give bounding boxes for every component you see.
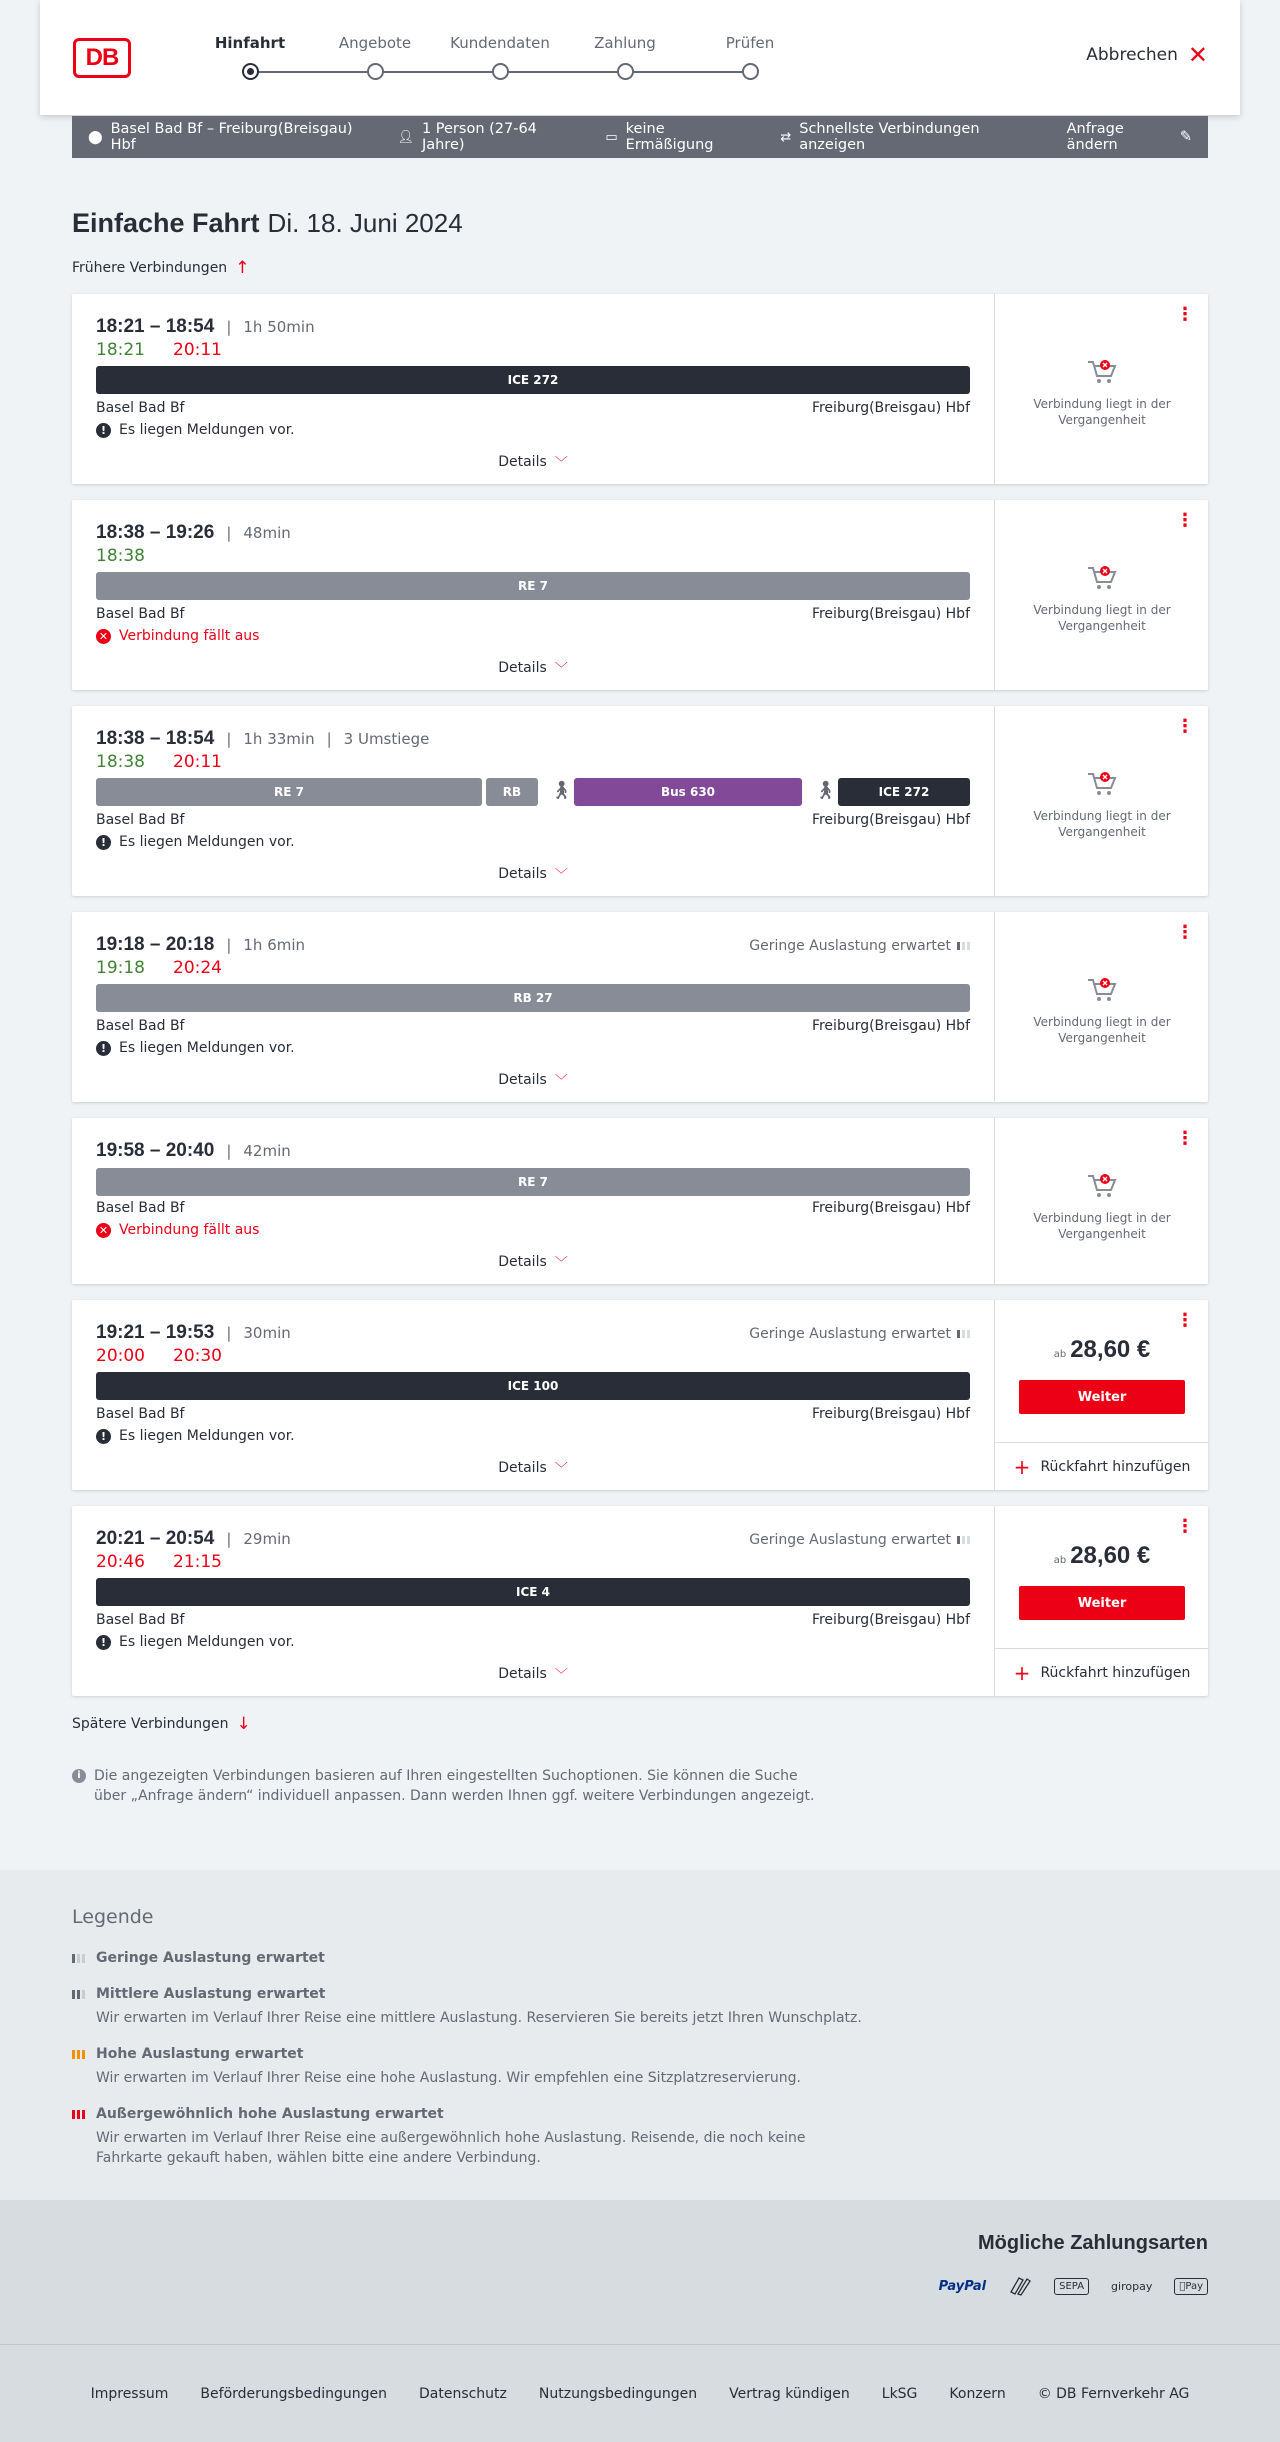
cart-unavailable-icon (1085, 768, 1119, 798)
connection-details (72, 706, 994, 896)
connection-card (72, 294, 1208, 484)
stations (96, 1200, 970, 1216)
connection-time: 19:18 – 20:18 (96, 934, 215, 955)
stations (96, 400, 970, 416)
realtime-arrival: 20:11 (173, 340, 222, 360)
top-navigation (40, 0, 1240, 115)
query-route-text: Basel Bad Bf – Freiburg(Breisgau) Hbf (110, 121, 353, 153)
continue-button[interactable]: Weiter (1019, 1586, 1185, 1620)
step-dot (617, 63, 634, 80)
edit-query-button[interactable] (1067, 121, 1192, 153)
connection-card (72, 500, 1208, 690)
train-bar (96, 572, 970, 600)
offer-panel (994, 1300, 1208, 1490)
more-options-icon[interactable]: ⋮ (1176, 510, 1194, 531)
realtime-times (96, 1552, 222, 1572)
bus-segment: Bus 630 (574, 778, 802, 806)
query-option (780, 121, 1034, 153)
step-zahlung (575, 34, 675, 80)
train-segment: RE 7 (96, 1168, 970, 1196)
details-label: Details (498, 865, 547, 882)
exclamation-icon: ! (96, 1429, 111, 1444)
train-segment: ICE 4 (96, 1578, 970, 1606)
stations (96, 1612, 970, 1628)
cancellation-notice (96, 1222, 259, 1238)
step-kundendaten (450, 34, 550, 80)
chevron-down-icon: ﹀ (554, 456, 568, 471)
details-label: Details (498, 1253, 547, 1270)
occupancy-indicator (749, 1326, 970, 1342)
connection-time: 19:58 – 20:40 (96, 1140, 215, 1161)
connection-times (96, 1528, 291, 1550)
add-return-trip-label: Rückfahrt hinzufügen (1040, 1458, 1191, 1475)
past-connection-notice (995, 562, 1209, 634)
close-icon: ✕ (1187, 41, 1208, 69)
connection-time: 18:38 – 18:54 (96, 728, 215, 749)
connection-details (72, 1118, 994, 1284)
add-return-trip-button[interactable] (995, 1648, 1209, 1696)
query-persons-text: 1 Person (27-64 Jahre) (421, 121, 537, 153)
occupancy-exceptional-icon (72, 2110, 88, 2119)
step-dot (742, 63, 759, 80)
chevron-down-icon: ﹀ (554, 1668, 568, 1683)
from-station: Basel Bad Bf (96, 1406, 185, 1422)
details-toggle[interactable] (72, 1070, 994, 1089)
sepa-icon: SEPA (1054, 2278, 1089, 2295)
to-station: Freiburg(Breisgau) Hbf (811, 1018, 970, 1034)
realtime-times (96, 1346, 222, 1366)
separator: | (226, 524, 232, 542)
step-label: Hinfahrt (214, 34, 286, 52)
past-connection-notice (995, 1170, 1209, 1242)
details-toggle[interactable] (72, 864, 994, 883)
occupancy-indicator (749, 1532, 970, 1548)
connection-card (72, 1506, 1208, 1696)
price-value: 28,60 € (1070, 1336, 1151, 1363)
legend-item (72, 2046, 872, 2088)
realtime-departure: 20:00 (96, 1346, 145, 1366)
step-dot (492, 63, 509, 80)
price-prefix: ab (1053, 1349, 1067, 1360)
legend-item-title: Hohe Auslastung erwartet (96, 2046, 304, 2062)
details-label: Details (498, 1665, 547, 1682)
cancellation-text: Verbindung fällt aus (119, 628, 260, 644)
past-connection-text: Verbindung liegt in der Vergangenheit (1033, 397, 1171, 427)
train-bar (96, 778, 970, 806)
query-discount (605, 121, 748, 153)
chevron-down-icon: ﹀ (554, 868, 568, 883)
exclamation-icon: ! (96, 1041, 111, 1056)
connection-details (72, 912, 994, 1102)
cancel-icon: ✕ (96, 629, 111, 644)
more-options-icon[interactable]: ⋮ (1176, 922, 1194, 943)
cancel-icon: ✕ (96, 1223, 111, 1238)
payment-methods-title: Mögliche Zahlungsarten (977, 2232, 1208, 2254)
train-segment: ICE 272 (838, 778, 970, 806)
chevron-down-icon: ﹀ (554, 1462, 568, 1477)
footer-link-vertrag-kuendigen[interactable]: Vertrag kündigen (729, 2385, 850, 2402)
chevron-down-icon: ﹀ (554, 1256, 568, 1271)
message-text: Es liegen Meldungen vor. (119, 1040, 295, 1056)
message-text: Es liegen Meldungen vor. (119, 1634, 295, 1650)
realtime-departure: 20:46 (96, 1552, 145, 1572)
to-station: Freiburg(Breisgau) Hbf (811, 1200, 970, 1216)
realtime-departure: 18:38 (96, 546, 145, 566)
step-label: Kundendaten (450, 34, 550, 52)
step-label: Prüfen (725, 34, 775, 52)
connection-duration: 1h 33min (243, 730, 315, 748)
connection-times (96, 1322, 291, 1344)
stations (96, 812, 970, 828)
legend-item-title: Außergewöhnlich hohe Auslastung erwartet (96, 2106, 444, 2122)
connection-times (96, 934, 305, 956)
details-toggle[interactable] (72, 1458, 994, 1477)
occupancy-low-icon (957, 1330, 970, 1338)
step-label: Zahlung (594, 34, 656, 52)
from-station: Basel Bad Bf (96, 1612, 185, 1628)
exclamation-icon: ! (96, 835, 111, 850)
more-options-icon[interactable]: ⋮ (1176, 304, 1194, 325)
price (995, 1542, 1209, 1570)
footer (0, 2344, 1280, 2442)
paypal-icon: PayPal (938, 2279, 987, 2294)
connection-time: 18:38 – 19:26 (96, 522, 215, 543)
walking-icon: 🚶︎ (814, 780, 837, 801)
step-hinfahrt[interactable] (200, 34, 300, 80)
later-connections-link[interactable] (72, 1714, 251, 1734)
occupancy-indicator (749, 938, 970, 954)
card-icon: ▭ (605, 129, 618, 145)
details-label: Details (498, 1459, 547, 1476)
separator: | (226, 730, 232, 748)
train-segment: RB 27 (96, 984, 970, 1012)
swap-arrows-icon: ⇄ (780, 129, 792, 145)
db-logo[interactable]: DB (73, 38, 131, 78)
connection-time: 18:21 – 18:54 (96, 316, 215, 337)
later-connections-label: Spätere Verbindungen (72, 1716, 229, 1732)
legend-item-title: Mittlere Auslastung erwartet (96, 1986, 326, 2002)
connection-time: 20:21 – 20:54 (96, 1528, 215, 1549)
query-discount-text: keine Ermäßigung (625, 121, 714, 153)
connection-times (96, 316, 315, 338)
train-bar (96, 1578, 970, 1606)
continue-button[interactable]: Weiter (1019, 1380, 1185, 1414)
connection-times (96, 522, 291, 544)
connection-times (96, 1140, 291, 1162)
footer-link-datenschutz[interactable]: Datenschutz (418, 2385, 507, 2402)
query-option-text: Schnellste Verbindungen anzeigen (799, 121, 980, 153)
to-station: Freiburg(Breisgau) Hbf (811, 400, 970, 416)
message-text: Es liegen Meldungen vor. (119, 1428, 295, 1444)
occupancy-text: Geringe Auslastung erwartet (749, 938, 951, 954)
separator: | (226, 936, 232, 954)
offer-panel (994, 500, 1208, 690)
chevron-down-icon: ﹀ (554, 1074, 568, 1089)
offer-panel (994, 1118, 1208, 1284)
offer-panel (994, 912, 1208, 1102)
connection-details (72, 500, 994, 690)
giropay-icon: giropay (1111, 2280, 1153, 2293)
details-toggle[interactable] (72, 1664, 994, 1683)
price-value: 28,60 € (1070, 1542, 1151, 1569)
to-station: Freiburg(Breisgau) Hbf (811, 606, 970, 622)
earlier-connections-label: Frühere Verbindungen (72, 260, 228, 276)
legend-title: Legende (72, 1906, 154, 1928)
to-station: Freiburg(Breisgau) Hbf (811, 1406, 970, 1422)
page-title-trip-type: Einfache Fahrt (72, 208, 260, 238)
past-connection-text: Verbindung liegt in der Vergangenheit (1033, 603, 1171, 633)
offer-panel (994, 1506, 1208, 1696)
price (995, 1336, 1209, 1364)
connection-card (72, 1300, 1208, 1490)
realtime-times (96, 752, 222, 772)
legend-item-description: Wir erwarten im Verlauf Ihrer Reise eine außergewöhnlich hohe Auslastung. Reisende, die noch keine Fahrkarte gekauft haben, wählen bitte eine andere Verbindung. (96, 2130, 806, 2166)
message-notice (96, 834, 295, 850)
realtime-arrival: 21:15 (173, 1552, 222, 1572)
abort-label: Abbrechen (1086, 45, 1178, 65)
connection-duration: 1h 50min (243, 318, 315, 336)
progress-steps (210, 34, 775, 84)
legend-item (72, 1950, 872, 1966)
realtime-times (96, 340, 222, 360)
connection-card (72, 1118, 1208, 1284)
past-connection-notice (995, 356, 1209, 428)
legend-item-title: Geringe Auslastung erwartet (96, 1950, 325, 1966)
realtime-arrival: 20:11 (173, 752, 222, 772)
offer-panel (994, 706, 1208, 896)
connection-time: 19:21 – 19:53 (96, 1322, 215, 1343)
footer-link-konzern[interactable]: Konzern (949, 2385, 1006, 2402)
exclamation-icon: ! (96, 423, 111, 438)
past-connection-text: Verbindung liegt in der Vergangenheit (1033, 809, 1171, 839)
arrow-down-icon: ↓ (236, 1714, 251, 1734)
cart-unavailable-icon (1085, 356, 1119, 386)
realtime-arrival: 20:30 (173, 1346, 222, 1366)
page-title (72, 208, 463, 239)
legend-item (72, 1986, 872, 2028)
legend-item (72, 2106, 872, 2168)
past-connection-notice (995, 974, 1209, 1046)
details-label: Details (498, 1071, 547, 1088)
more-options-icon[interactable]: ⋮ (1176, 1516, 1194, 1537)
step-dot (242, 63, 259, 80)
details-label: Details (498, 659, 547, 676)
occupancy-low-icon (72, 1954, 88, 1963)
connection-details (72, 294, 994, 484)
message-notice (96, 1634, 295, 1650)
cancellation-text: Verbindung fällt aus (119, 1222, 260, 1238)
details-toggle[interactable] (72, 452, 994, 471)
occupancy-low-icon (957, 942, 970, 950)
pencil-icon: ✎ (1179, 129, 1192, 145)
to-station: Freiburg(Breisgau) Hbf (811, 812, 970, 828)
from-station: Basel Bad Bf (96, 1018, 185, 1034)
footer-link-befoerderungsbedingungen[interactable]: Beförderungsbedingungen (200, 2385, 387, 2402)
train-segment: RB (486, 778, 538, 806)
realtime-arrival: 20:24 (173, 958, 222, 978)
realtime-departure: 18:38 (96, 752, 145, 772)
earlier-connections-link[interactable] (72, 258, 249, 278)
step-label: Angebote (338, 34, 412, 52)
connection-details (72, 1300, 994, 1490)
occupancy-high-icon (72, 2050, 88, 2059)
past-connection-text: Verbindung liegt in der Vergangenheit (1033, 1015, 1171, 1045)
payment-icons (939, 2274, 1208, 2299)
footer-copyright: © DB Fernverkehr AG (1037, 2385, 1190, 2402)
occupancy-text: Geringe Auslastung erwartet (749, 1532, 951, 1548)
details-toggle[interactable] (72, 1252, 994, 1271)
info-icon: i (72, 1769, 86, 1783)
location-pin-icon: ⬤ (88, 129, 103, 145)
connection-duration: 30min (243, 1324, 291, 1342)
offer-panel (994, 294, 1208, 484)
realtime-departure: 19:18 (96, 958, 145, 978)
train-segment: ICE 100 (96, 1372, 970, 1400)
page-title-date: Di. 18. Juni 2024 (267, 208, 463, 238)
plus-icon: + (1013, 1454, 1031, 1479)
occupancy-medium-icon (72, 1990, 88, 1999)
to-station: Freiburg(Breisgau) Hbf (811, 1612, 970, 1628)
train-segment: RE 7 (96, 572, 970, 600)
payment-methods-section (0, 2200, 1280, 2344)
exclamation-icon: ! (96, 1635, 111, 1650)
past-connection-text: Verbindung liegt in der Vergangenheit (1033, 1211, 1171, 1241)
message-text: Es liegen Meldungen vor. (119, 422, 295, 438)
from-station: Basel Bad Bf (96, 606, 185, 622)
realtime-times (96, 958, 222, 978)
train-bar (96, 1168, 970, 1196)
arrow-up-icon: ↑ (235, 258, 250, 278)
details-toggle[interactable] (72, 658, 994, 677)
more-options-icon[interactable]: ⋮ (1176, 1310, 1194, 1331)
connection-duration: 29min (243, 1530, 291, 1548)
realtime-times (96, 546, 145, 566)
train-bar (96, 1372, 970, 1400)
separator: | (226, 1324, 232, 1342)
legend-item-description: Wir erwarten im Verlauf Ihrer Reise eine hohe Auslastung. Wir empfehlen eine Sitzplatzreservierung. (96, 2070, 801, 2086)
step-dot (367, 63, 384, 80)
footer-link-nutzungsbedingungen[interactable]: Nutzungsbedingungen (538, 2385, 698, 2402)
apple-pay-label: Pay (1185, 2281, 1203, 2292)
separator: | (226, 1530, 232, 1548)
person-icon: 👤︎ (397, 129, 414, 145)
search-info-notice (72, 1766, 832, 1806)
add-return-trip-label: Rückfahrt hinzufügen (1040, 1664, 1191, 1681)
past-connection-notice (995, 768, 1209, 840)
occupancy-low-icon (957, 1536, 970, 1544)
from-station: Basel Bad Bf (96, 1200, 185, 1216)
separator: | (226, 1142, 232, 1160)
connection-details (72, 1506, 994, 1696)
train-bar (96, 984, 970, 1012)
stations (96, 1406, 970, 1422)
from-station: Basel Bad Bf (96, 812, 185, 828)
realtime-departure: 18:21 (96, 340, 145, 360)
connection-transfers: 3 Umstiege (343, 730, 430, 748)
stations (96, 1018, 970, 1034)
connection-card (72, 912, 1208, 1102)
query-route (88, 121, 365, 153)
legend-section (0, 1870, 1280, 2200)
step-pruefen (700, 34, 800, 80)
cancellation-notice (96, 628, 259, 644)
cart-unavailable-icon (1085, 562, 1119, 592)
credit-card-icon (1008, 2274, 1032, 2299)
more-options-icon[interactable]: ⋮ (1176, 716, 1194, 737)
separator: | (326, 730, 332, 748)
occupancy-text: Geringe Auslastung erwartet (749, 1326, 951, 1342)
connection-duration: 48min (243, 524, 291, 542)
legend-item-description: Wir erwarten im Verlauf Ihrer Reise eine mittlere Auslastung. Reservieren Sie bereits jetzt Ihren Wunschplatz. (96, 2010, 862, 2026)
abort-button[interactable] (1086, 41, 1208, 69)
footer-link-lksg[interactable]: LkSG (881, 2385, 918, 2402)
search-info-text: Die angezeigten Verbindungen basieren auf Ihren eingestellten Suchoptionen. Sie können die Suche über „Anfrage ändern“ individuell anpassen. Dann werden Ihnen ggf. weitere Verbindungen angezeigt. (94, 1768, 815, 1804)
price-prefix: ab (1053, 1555, 1067, 1566)
stations (96, 606, 970, 622)
connection-times (96, 728, 429, 750)
cart-unavailable-icon (1085, 1170, 1119, 1200)
add-return-trip-button[interactable] (995, 1442, 1209, 1490)
message-notice (96, 1040, 295, 1056)
from-station: Basel Bad Bf (96, 400, 185, 416)
query-summary-bar (72, 116, 1208, 158)
footer-link-impressum[interactable]: Impressum (90, 2385, 169, 2402)
cart-unavailable-icon (1085, 974, 1119, 1004)
train-segment: RE 7 (96, 778, 482, 806)
more-options-icon[interactable]: ⋮ (1176, 1128, 1194, 1149)
plus-icon: + (1013, 1660, 1031, 1685)
message-notice (96, 422, 295, 438)
step-angebote (325, 34, 425, 80)
connection-duration: 42min (243, 1142, 291, 1160)
apple-pay-icon (1174, 2278, 1208, 2295)
message-notice (96, 1428, 295, 1444)
separator: | (226, 318, 232, 336)
edit-query-label: Anfrage ändern (1066, 121, 1124, 153)
walking-icon: 🚶︎ (550, 780, 573, 801)
train-bar (96, 366, 970, 394)
train-segment: ICE 272 (96, 366, 970, 394)
connection-card (72, 706, 1208, 896)
connection-duration: 1h 6min (243, 936, 306, 954)
message-text: Es liegen Meldungen vor. (119, 834, 295, 850)
details-label: Details (498, 453, 547, 470)
chevron-down-icon: ﹀ (554, 662, 568, 677)
query-persons (397, 121, 573, 153)
